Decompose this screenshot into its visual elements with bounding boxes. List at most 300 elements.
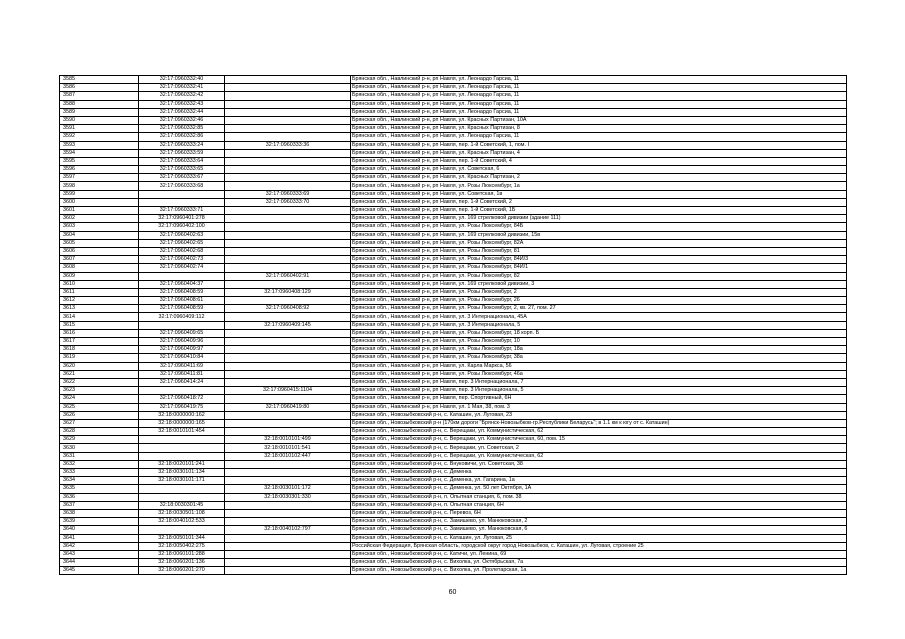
address-cell: Брянская обл., Навлинский р-н, рп Навля, ул. Леонардо Гарсиа, 11	[351, 84, 847, 92]
table-row	[60, 428, 847, 436]
building-cadastral-number-cell	[225, 84, 351, 92]
row-number-cell: 3636	[60, 493, 139, 501]
land-cadastral-number-cell: 32:18:0060101:288	[139, 550, 225, 558]
building-cadastral-number-cell	[225, 534, 351, 542]
address-cell: Брянская обл., Новозыбковский р-н, п. Опытная станция, 6, пом. 38	[351, 493, 847, 501]
address-cell: Брянская обл., Навлинский р-н, рп Навля, ул. 169 стрелковой дивизии (здание 111)	[351, 215, 847, 223]
row-number-cell: 3587	[60, 92, 139, 100]
land-cadastral-number-cell: 32:17:0960402:100	[139, 223, 225, 231]
building-cadastral-number-cell	[225, 280, 351, 288]
address-cell: Брянская обл., Навлинский р-н, рп Навля, ул. Розы Люксембург, 46а	[351, 370, 847, 378]
land-cadastral-number-cell: 32:18:0040102:533	[139, 518, 225, 526]
land-cadastral-number-cell: 32:18:0030101:171	[139, 477, 225, 485]
building-cadastral-number-cell: 32:17:0960415:1104	[225, 387, 351, 395]
row-number-cell: 3586	[60, 84, 139, 92]
address-cell: Брянская обл., Новозыбковский р-н, с. Каташин, ул. Луговая, 25	[351, 534, 847, 542]
address-cell: Брянская обл., Навлинский р-н, рп Навля, ул. 3 Интернационала, 5	[351, 321, 847, 329]
land-cadastral-number-cell: 32:18:0050402:275	[139, 542, 225, 550]
building-cadastral-number-cell	[225, 567, 351, 575]
address-cell: Брянская обл., Новозыбковский р-н, с. Вихолка, ул. Пролетарская, 1а	[351, 567, 847, 575]
land-cadastral-number-cell: 32:17:0960418:72	[139, 395, 225, 403]
row-number-cell: 3644	[60, 559, 139, 567]
land-cadastral-number-cell: 32:17:0960333:71	[139, 207, 225, 215]
building-cadastral-number-cell	[225, 542, 351, 550]
building-cadastral-number-cell	[225, 256, 351, 264]
land-cadastral-number-cell: 32:18:0060201:136	[139, 559, 225, 567]
building-cadastral-number-cell	[225, 477, 351, 485]
land-cadastral-number-cell: 32:17:0960402:65	[139, 239, 225, 247]
land-cadastral-number-cell	[139, 321, 225, 329]
land-cadastral-number-cell	[139, 198, 225, 206]
land-cadastral-number-cell: 32:18:0030301:45	[139, 501, 225, 509]
row-number-cell: 3626	[60, 411, 139, 419]
address-cell: Брянская обл., Новозыбковский р-н, с. Внуковичи, ул. Советская, 38	[351, 460, 847, 468]
land-cadastral-number-cell: 32:18:0000000:162	[139, 411, 225, 419]
address-cell: Брянская обл., Навлинский р-н, рп Навля, ул. 169 стрелковой дивизии, 3	[351, 280, 847, 288]
row-number-cell: 3618	[60, 346, 139, 354]
address-cell: Брянская обл., Навлинский р-н, рп Навля, ул. Розы Люксембург, 81	[351, 247, 847, 255]
building-cadastral-number-cell	[225, 174, 351, 182]
table-row	[60, 542, 847, 550]
table-row	[60, 256, 847, 264]
land-cadastral-number-cell	[139, 444, 225, 452]
building-cadastral-number-cell	[225, 100, 351, 108]
land-cadastral-number-cell: 32:18:0030501:108	[139, 509, 225, 517]
building-cadastral-number-cell: 32:18:0010101:541	[225, 444, 351, 452]
row-number-cell: 3617	[60, 338, 139, 346]
row-number-cell: 3606	[60, 247, 139, 255]
address-cell: Брянская обл., Навлинский р-н, рп Навля, пер. 3 Интернационала, 5	[351, 387, 847, 395]
address-cell: Брянская обл., Навлинский р-н, рп Навля, ул. Розы Люксембург, 82А	[351, 239, 847, 247]
building-cadastral-number-cell	[225, 428, 351, 436]
building-cadastral-number-cell	[225, 550, 351, 558]
table-row	[60, 207, 847, 215]
address-cell: Брянская обл., Новозыбковский р-н, с. Замишево, ул. Манюковская, 2	[351, 518, 847, 526]
row-number-cell: 3594	[60, 149, 139, 157]
address-cell: Брянская обл., Новозыбковский р-н, с. Верещаки, ул. Коммунистическая, 60, пом. 15	[351, 436, 847, 444]
address-cell: Брянская обл., Навлинский р-н, рп Навля, пер. Спортивный, 6Н	[351, 395, 847, 403]
row-number-cell: 3625	[60, 403, 139, 411]
land-cadastral-number-cell: 32:17:0960332:86	[139, 133, 225, 141]
row-number-cell: 3614	[60, 313, 139, 321]
land-cadastral-number-cell	[139, 387, 225, 395]
row-number-cell: 3633	[60, 469, 139, 477]
building-cadastral-number-cell: 32:17:0960419:80	[225, 403, 351, 411]
row-number-cell: 3609	[60, 272, 139, 280]
land-cadastral-number-cell: 32:17:0960333:59	[139, 149, 225, 157]
row-number-cell: 3639	[60, 518, 139, 526]
land-cadastral-number-cell	[139, 485, 225, 493]
building-cadastral-number-cell: 32:17:0960402:91	[225, 272, 351, 280]
land-cadastral-number-cell: 32:17:0960409:65	[139, 329, 225, 337]
table-row	[60, 288, 847, 296]
address-cell: Брянская обл., Новозыбковский р-н, с. Катичи, ул. Ленина, 69	[351, 550, 847, 558]
land-cadastral-number-cell: 32:17:0960408:59	[139, 288, 225, 296]
property-table-body	[60, 76, 847, 575]
land-cadastral-number-cell: 32:17:0960402:73	[139, 256, 225, 264]
address-cell: Брянская обл., Навлинский р-н, рп Навля, ул. Розы Люксембург, 84Б	[351, 223, 847, 231]
table-row	[60, 559, 847, 567]
table-row	[60, 501, 847, 509]
building-cadastral-number-cell	[225, 182, 351, 190]
row-number-cell: 3600	[60, 198, 139, 206]
land-cadastral-number-cell: 32:18:0050101:344	[139, 534, 225, 542]
building-cadastral-number-cell	[225, 92, 351, 100]
building-cadastral-number-cell	[225, 223, 351, 231]
row-number-cell: 3622	[60, 378, 139, 386]
row-number-cell: 3595	[60, 157, 139, 165]
row-number-cell: 3612	[60, 297, 139, 305]
address-cell: Брянская обл., Навлинский р-н, рп Навля, ул. Розы Люксембург, 82	[351, 272, 847, 280]
table-row	[60, 452, 847, 460]
row-number-cell: 3641	[60, 534, 139, 542]
row-number-cell: 3616	[60, 329, 139, 337]
row-number-cell: 3591	[60, 125, 139, 133]
table-row	[60, 92, 847, 100]
land-cadastral-number-cell: 32:17:0960402:74	[139, 264, 225, 272]
address-cell: Брянская обл., Новозыбковский р-н, с. Вихолка, ул. Октябрьская, 7а	[351, 559, 847, 567]
row-number-cell: 3613	[60, 305, 139, 313]
row-number-cell: 3623	[60, 387, 139, 395]
land-cadastral-number-cell: 32:17:0960402:63	[139, 231, 225, 239]
land-cadastral-number-cell: 32:17:0960332:42	[139, 92, 225, 100]
address-cell: Брянская обл., Навлинский р-н, рп Навля, ул. Розы Люксембург, 2	[351, 288, 847, 296]
building-cadastral-number-cell	[225, 509, 351, 517]
table-row	[60, 370, 847, 378]
address-cell: Брянская обл., Навлинский р-н, рп Навля, ул. Леонардо Гарсиа, 11	[351, 108, 847, 116]
address-cell: Брянская обл., Новозыбковский р-н, с. Каташин, ул. Луговая, 23	[351, 411, 847, 419]
land-cadastral-number-cell: 32:17:0960419:75	[139, 403, 225, 411]
building-cadastral-number-cell: 32:17:0960408:92	[225, 305, 351, 313]
land-cadastral-number-cell	[139, 436, 225, 444]
address-cell: Брянская обл., Навлинский р-н, рп Навля, ул. Розы Люксембург, 1а	[351, 182, 847, 190]
address-cell: Брянская обл., Навлинский р-н, рп Навля, ул. Леонардо Гарсиа, 11	[351, 100, 847, 108]
land-cadastral-number-cell: 32:17:0960414:24	[139, 378, 225, 386]
land-cadastral-number-cell: 32:17:0960332:41	[139, 84, 225, 92]
building-cadastral-number-cell	[225, 338, 351, 346]
land-cadastral-number-cell	[139, 190, 225, 198]
address-cell: Брянская обл., Навлинский р-н, рп Навля, ул. Розы Люксембург, 84И/1	[351, 264, 847, 272]
building-cadastral-number-cell	[225, 354, 351, 362]
address-cell: Брянская обл., Навлинский р-н, рп Навля, пер. 1-й Советский, 1, пом. I	[351, 141, 847, 149]
land-cadastral-number-cell: 32:17:0960408:61	[139, 297, 225, 305]
land-cadastral-number-cell: 32:17:0960332:44	[139, 108, 225, 116]
table-row	[60, 346, 847, 354]
table-row	[60, 272, 847, 280]
address-cell: Брянская обл., Навлинский р-н, рп Навля, ул. Красных Партизан, 10А	[351, 116, 847, 124]
row-number-cell: 3605	[60, 239, 139, 247]
building-cadastral-number-cell	[225, 378, 351, 386]
table-row	[60, 264, 847, 272]
row-number-cell: 3629	[60, 436, 139, 444]
row-number-cell: 3598	[60, 182, 139, 190]
building-cadastral-number-cell	[225, 460, 351, 468]
land-cadastral-number-cell	[139, 452, 225, 460]
building-cadastral-number-cell: 32:17:0960333:70	[225, 198, 351, 206]
table-row	[60, 534, 847, 542]
table-row	[60, 460, 847, 468]
land-cadastral-number-cell: 32:18:0060201:270	[139, 567, 225, 575]
building-cadastral-number-cell: 32:17:0960333:69	[225, 190, 351, 198]
table-row	[60, 469, 847, 477]
address-cell: Брянская обл., Новозыбковский р-н, с. Деменка, ул. Гагарина, 1а	[351, 477, 847, 485]
row-number-cell: 3624	[60, 395, 139, 403]
building-cadastral-number-cell	[225, 133, 351, 141]
address-cell: Брянская обл., Новозыбковский р-н, с. Перевоз, 6Н	[351, 509, 847, 517]
building-cadastral-number-cell: 32:17:0960408:129	[225, 288, 351, 296]
table-row	[60, 403, 847, 411]
building-cadastral-number-cell: 32:18:0030301:330	[225, 493, 351, 501]
row-number-cell: 3642	[60, 542, 139, 550]
row-number-cell: 3637	[60, 501, 139, 509]
table-row	[60, 231, 847, 239]
address-cell: Брянская обл., Навлинский р-н, рп Навля, ул. Розы Люксембург, 38а	[351, 354, 847, 362]
address-cell: Брянская обл., Новозыбковский р-н, с. Деменка	[351, 469, 847, 477]
table-row	[60, 526, 847, 534]
table-row	[60, 100, 847, 108]
building-cadastral-number-cell	[225, 346, 351, 354]
page-number: 60	[448, 589, 457, 596]
row-number-cell: 3610	[60, 280, 139, 288]
property-table	[59, 75, 847, 575]
building-cadastral-number-cell	[225, 395, 351, 403]
table-row	[60, 338, 847, 346]
table-row	[60, 84, 847, 92]
land-cadastral-number-cell: 32:17:0960411:69	[139, 362, 225, 370]
building-cadastral-number-cell: 32:18:0010101:499	[225, 436, 351, 444]
address-cell: Брянская обл., Новозыбковский р-н, с. Замишево, ул. Манюковская, 6	[351, 526, 847, 534]
table-row	[60, 378, 847, 386]
land-cadastral-number-cell: 32:18:0010101:454	[139, 428, 225, 436]
address-cell: Брянская обл., Навлинский р-н, рп Навля, ул. Карла Маркса, 56	[351, 362, 847, 370]
table-row	[60, 387, 847, 395]
table-row	[60, 444, 847, 452]
building-cadastral-number-cell	[225, 362, 351, 370]
row-number-cell: 3615	[60, 321, 139, 329]
table-row	[60, 239, 847, 247]
table-row	[60, 485, 847, 493]
land-cadastral-number-cell: 32:17:0960332:40	[139, 76, 225, 84]
land-cadastral-number-cell: 32:17:0960402:68	[139, 247, 225, 255]
land-cadastral-number-cell	[139, 493, 225, 501]
building-cadastral-number-cell	[225, 264, 351, 272]
building-cadastral-number-cell	[225, 149, 351, 157]
row-number-cell: 3643	[60, 550, 139, 558]
address-cell: Брянская обл., Навлинский р-н, рп Навля, ул. Красных Партизан, 4	[351, 149, 847, 157]
land-cadastral-number-cell: 32:18:0000000:165	[139, 419, 225, 427]
address-cell: Брянская обл., Новозыбковский р-н, с. Верещаки, ул. Коммунистическая, 62	[351, 428, 847, 436]
table-row	[60, 297, 847, 305]
table-row	[60, 354, 847, 362]
land-cadastral-number-cell: 32:17:0960408:59	[139, 305, 225, 313]
row-number-cell: 3590	[60, 116, 139, 124]
land-cadastral-number-cell: 32:17:0960409:97	[139, 346, 225, 354]
table-row	[60, 149, 847, 157]
building-cadastral-number-cell	[225, 313, 351, 321]
address-cell: Брянская обл., Новозыбковский р-н, с. Верещаки, ул. Советская, 2	[351, 444, 847, 452]
row-number-cell: 3638	[60, 509, 139, 517]
row-number-cell: 3627	[60, 419, 139, 427]
building-cadastral-number-cell	[225, 370, 351, 378]
building-cadastral-number-cell	[225, 207, 351, 215]
table-row	[60, 174, 847, 182]
row-number-cell: 3604	[60, 231, 139, 239]
row-number-cell: 3620	[60, 362, 139, 370]
row-number-cell: 3640	[60, 526, 139, 534]
row-number-cell: 3631	[60, 452, 139, 460]
table-row	[60, 280, 847, 288]
land-cadastral-number-cell: 32:17:0960332:85	[139, 125, 225, 133]
address-cell: Брянская обл., Навлинский р-н, рп Навля, ул. Советская, 6	[351, 166, 847, 174]
address-cell: Брянская обл., Навлинский р-н, рп Навля, ул. Розы Люксембург, 84И/3	[351, 256, 847, 264]
table-row	[60, 223, 847, 231]
row-number-cell: 3630	[60, 444, 139, 452]
building-cadastral-number-cell	[225, 419, 351, 427]
land-cadastral-number-cell: 32:17:0960333:65	[139, 166, 225, 174]
address-cell: Брянская обл., Новозыбковский р-н, п. Опытная станция, 6Н	[351, 501, 847, 509]
row-number-cell: 3603	[60, 223, 139, 231]
table-row	[60, 362, 847, 370]
table-row	[60, 567, 847, 575]
table-row	[60, 313, 847, 321]
row-number-cell: 3596	[60, 166, 139, 174]
address-cell: Брянская обл., Навлинский р-н, рп Навля, пер. 1-й Советский, 4	[351, 157, 847, 165]
land-cadastral-number-cell: 32:17:0960409:96	[139, 338, 225, 346]
address-cell: Брянская обл., Новозыбковский р-н, с. Деменка, ул. 50 лет Октября, 1А	[351, 485, 847, 493]
table-row	[60, 395, 847, 403]
building-cadastral-number-cell	[225, 411, 351, 419]
address-cell: Брянская обл., Навлинский р-н, рп Навля, ул. Розы Люксембург, 26	[351, 297, 847, 305]
table-row	[60, 550, 847, 558]
table-row	[60, 477, 847, 485]
table-row	[60, 411, 847, 419]
row-number-cell: 3621	[60, 370, 139, 378]
land-cadastral-number-cell: 32:18:0020101:241	[139, 460, 225, 468]
land-cadastral-number-cell: 32:17:0960332:43	[139, 100, 225, 108]
table-row	[60, 518, 847, 526]
table-row	[60, 108, 847, 116]
table-row	[60, 493, 847, 501]
row-number-cell: 3592	[60, 133, 139, 141]
table-row	[60, 436, 847, 444]
building-cadastral-number-cell	[225, 215, 351, 223]
building-cadastral-number-cell	[225, 297, 351, 305]
building-cadastral-number-cell: 32:17:0960333:36	[225, 141, 351, 149]
row-number-cell: 3611	[60, 288, 139, 296]
row-number-cell: 3645	[60, 567, 139, 575]
address-cell: Брянская обл., Навлинский р-н, рп Навля, ул. Леонардо Гарсиа, 11	[351, 76, 847, 84]
address-cell: Брянская обл., Новозыбковский р-н, с. Верещаки, ул. Коммунистическая, 62	[351, 452, 847, 460]
row-number-cell: 3628	[60, 428, 139, 436]
building-cadastral-number-cell	[225, 116, 351, 124]
building-cadastral-number-cell	[225, 76, 351, 84]
row-number-cell: 3602	[60, 215, 139, 223]
row-number-cell: 3589	[60, 108, 139, 116]
table-row	[60, 198, 847, 206]
row-number-cell: 3607	[60, 256, 139, 264]
address-cell: Брянская обл., Навлинский р-н, рп Навля, ул. Красных Партизан, 2	[351, 174, 847, 182]
address-cell: Брянская обл., Навлинский р-н, рп Навля, пер. 1-й Советский, 2	[351, 198, 847, 206]
address-cell: Брянская обл., Навлинский р-н, рп Навля, ул. 169 стрелковой дивизии, 15в	[351, 231, 847, 239]
row-number-cell: 3585	[60, 76, 139, 84]
land-cadastral-number-cell: 32:17:0960333:64	[139, 157, 225, 165]
building-cadastral-number-cell: 32:18:0010102:447	[225, 452, 351, 460]
table-row	[60, 166, 847, 174]
address-cell: Брянская обл., Навлинский р-н, рп Навля, ул. Розы Люксембург, 18 корп. Б	[351, 329, 847, 337]
table-row	[60, 76, 847, 84]
address-cell: Брянская обл., Навлинский р-н, рп Навля, ул. Розы Люксембург, 2, кв. 27, пом. 27	[351, 305, 847, 313]
row-number-cell: 3634	[60, 477, 139, 485]
property-table-container	[59, 75, 846, 575]
building-cadastral-number-cell: 32:17:0960409:145	[225, 321, 351, 329]
table-row	[60, 247, 847, 255]
address-cell: Брянская обл., Навлинский р-н, рп Навля, ул. Розы Люксембург, 18а	[351, 346, 847, 354]
land-cadastral-number-cell	[139, 272, 225, 280]
land-cadastral-number-cell: 32:17:0960333:24	[139, 141, 225, 149]
row-number-cell: 3597	[60, 174, 139, 182]
row-number-cell: 3632	[60, 460, 139, 468]
building-cadastral-number-cell	[225, 239, 351, 247]
address-cell: Брянская обл., Навлинский р-н, рп Навля, пер. 3 Интернационала, 7	[351, 378, 847, 386]
table-row	[60, 509, 847, 517]
address-cell: Брянская обл., Навлинский р-н, рп Навля, ул. 3 Интернационала, 45А	[351, 313, 847, 321]
address-cell: Брянская обл., Новозыбковский р-н (170км дороги "Брянск-Новозыбков-гр.Республики Беларусь"; в 1.1 км к югу от с. Каташин)	[351, 419, 847, 427]
table-row	[60, 141, 847, 149]
land-cadastral-number-cell: 32:17:0960409:112	[139, 313, 225, 321]
building-cadastral-number-cell	[225, 559, 351, 567]
row-number-cell: 3619	[60, 354, 139, 362]
building-cadastral-number-cell	[225, 125, 351, 133]
land-cadastral-number-cell: 32:17:0960410:84	[139, 354, 225, 362]
building-cadastral-number-cell	[225, 108, 351, 116]
land-cadastral-number-cell	[139, 526, 225, 534]
building-cadastral-number-cell	[225, 329, 351, 337]
table-row	[60, 157, 847, 165]
land-cadastral-number-cell: 32:18:0030101:134	[139, 469, 225, 477]
table-row	[60, 215, 847, 223]
row-number-cell: 3599	[60, 190, 139, 198]
land-cadastral-number-cell: 32:17:0960332:46	[139, 116, 225, 124]
building-cadastral-number-cell: 32:18:0040102:797	[225, 526, 351, 534]
row-number-cell: 3635	[60, 485, 139, 493]
building-cadastral-number-cell: 32:18:0030101:172	[225, 485, 351, 493]
table-row	[60, 133, 847, 141]
table-row	[60, 182, 847, 190]
building-cadastral-number-cell	[225, 157, 351, 165]
address-cell: Брянская обл., Навлинский р-н, рп Навля, ул. Розы Люксембург, 10	[351, 338, 847, 346]
table-row	[60, 329, 847, 337]
address-cell: Брянская обл., Навлинский р-н, рп Навля, ул. 1 Мая, 38, пом. 3	[351, 403, 847, 411]
building-cadastral-number-cell	[225, 518, 351, 526]
land-cadastral-number-cell: 32:17:0960404:37	[139, 280, 225, 288]
address-cell: Брянская обл., Навлинский р-н, рп Навля, ул. Советская, 1в	[351, 190, 847, 198]
row-number-cell: 3588	[60, 100, 139, 108]
land-cadastral-number-cell: 32:17:0960411:81	[139, 370, 225, 378]
table-row	[60, 305, 847, 313]
building-cadastral-number-cell	[225, 469, 351, 477]
land-cadastral-number-cell: 32:17:0960401:278	[139, 215, 225, 223]
row-number-cell: 3593	[60, 141, 139, 149]
building-cadastral-number-cell	[225, 247, 351, 255]
address-cell: Брянская обл., Навлинский р-н, рп Навля, пер. 1-й Советский, 1Б	[351, 207, 847, 215]
address-cell: Брянская обл., Навлинский р-н, рп Навля, ул. Леонардо Гарсиа, 11	[351, 133, 847, 141]
land-cadastral-number-cell: 32:17:0960333:67	[139, 174, 225, 182]
land-cadastral-number-cell: 32:17:0960333:68	[139, 182, 225, 190]
building-cadastral-number-cell	[225, 501, 351, 509]
row-number-cell: 3608	[60, 264, 139, 272]
row-number-cell: 3601	[60, 207, 139, 215]
table-row	[60, 190, 847, 198]
